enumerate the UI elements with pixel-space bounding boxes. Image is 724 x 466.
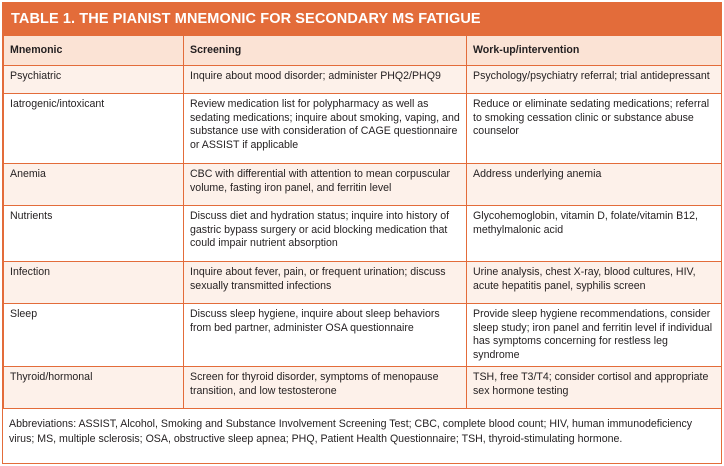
mnemonic-cell: Nutrients	[4, 206, 184, 262]
table-row	[4, 94, 722, 164]
screening-cell: Inquire about mood disorder; administer PHQ2/PHQ9	[184, 66, 467, 94]
mnemonic-cell: Anemia	[4, 164, 184, 206]
workup-cell: Reduce or eliminate sedating medications; referral to smoking cessation clinic or substance abuse counselor	[467, 94, 722, 164]
table-row	[4, 164, 722, 206]
table-row	[4, 262, 722, 304]
screening-cell: Discuss sleep hygiene, inquire about sleep behaviors from bed partner, administer OSA questionnaire	[184, 304, 467, 367]
table-row	[4, 206, 722, 262]
workup-cell: TSH, free T3/T4; consider cortisol and appropriate sex hormone testing	[467, 367, 722, 409]
screening-cell: Discuss diet and hydration status; inquire into history of gastric bypass surgery or acid blocking medication that could impair nutrient absorption	[184, 206, 467, 262]
screening-cell: Inquire about fever, pain, or frequent urination; discuss sexually transmitted infections	[184, 262, 467, 304]
screening-cell: CBC with differential with attention to mean corpuscular volume, fasting iron panel, and ferritin level	[184, 164, 467, 206]
mnemonic-cell: Iatrogenic/intoxicant	[4, 94, 184, 164]
workup-cell: Address underlying anemia	[467, 164, 722, 206]
workup-cell: Urine analysis, chest X-ray, blood cultures, HIV, acute hepatitis panel, syphilis screen	[467, 262, 722, 304]
table-row	[4, 66, 722, 94]
mnemonic-cell: Psychiatric	[4, 66, 184, 94]
mnemonic-cell: Infection	[4, 262, 184, 304]
workup-cell: Provide sleep hygiene recommendations, consider sleep study; iron panel and ferritin level if individual has symptoms concerning for restless leg syndrome	[467, 304, 722, 367]
screening-cell: Screen for thyroid disorder, symptoms of menopause transition, and low testosterone	[184, 367, 467, 409]
table-row	[4, 367, 722, 409]
header-row	[4, 36, 722, 66]
table-title: TABLE 1. THE PIANIST MNEMONIC FOR SECONDARY MS FATIGUE	[3, 3, 721, 35]
screening-cell: Review medication list for polypharmacy as well as sedating medications; inquire about smoking, vaping, and substance use with consideration of CAGE questionnaire or ASSIST if applicable	[184, 94, 467, 164]
abbreviations-footnote: Abbreviations: ASSIST, Alcohol, Smoking and Substance Involvement Screening Test; CBC, complete blood count; HIV, human immunodeficiency virus; MS, multiple sclerosis; OSA, obstructive sleep apnea; PHQ, Patient Health Questionnaire; TSH, thyroid-stimulating hormone.	[9, 418, 693, 445]
column-header-workup: Work-up/intervention	[467, 36, 722, 66]
workup-cell: Glycohemoglobin, vitamin D, folate/vitamin B12, methylmalonic acid	[467, 206, 722, 262]
table-row	[4, 304, 722, 367]
mnemonic-table	[3, 35, 722, 409]
column-header-screening: Screening	[184, 36, 467, 66]
mnemonic-cell: Thyroid/hormonal	[4, 367, 184, 409]
workup-cell: Psychology/psychiatry referral; trial antidepressant	[467, 66, 722, 94]
mnemonic-cell: Sleep	[4, 304, 184, 367]
column-header-mnemonic: Mnemonic	[4, 36, 184, 66]
table-frame	[2, 2, 722, 464]
